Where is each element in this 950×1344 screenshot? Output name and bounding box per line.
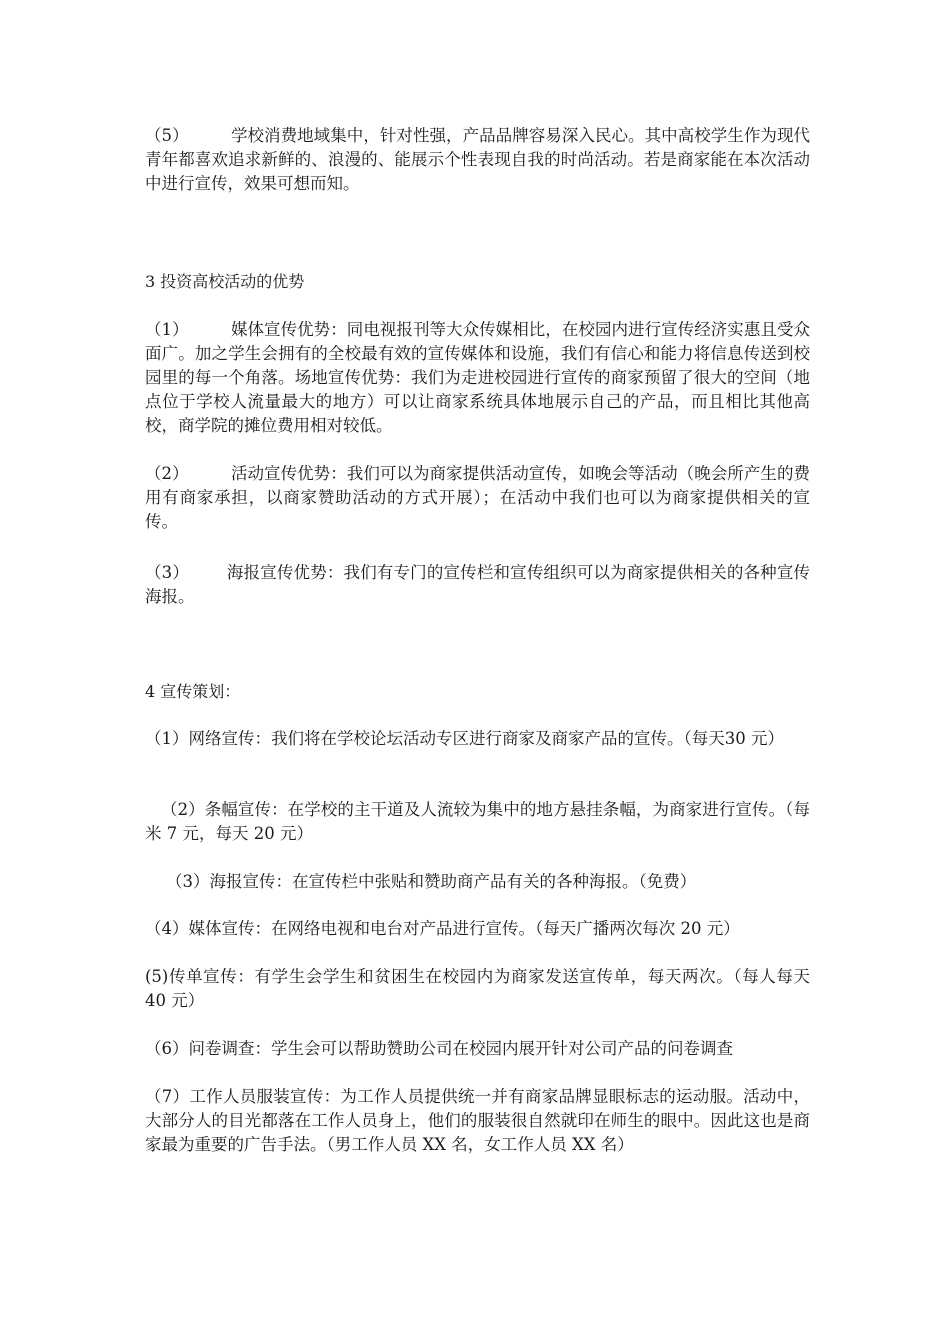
advantage-item-2: （2） 活动宣传优势：我们可以为商家提供活动宣传，如晚会等活动（晚会所产生的费用有商家承担，以商家赞助活动的方式开展）；在活动中我们也可以为商家提供相关的宣传。	[145, 464, 810, 531]
advantage-item-3: （3） 海报宣传优势：我们有专门的宣传栏和宣传组织可以为商家提供相关的各种宣传海报。	[145, 563, 810, 606]
plan-item-6: （6）问卷调查：学生会可以帮助赞助公司在校园内展开针对公司产品的问卷调查	[145, 1039, 733, 1058]
paragraph-item-5: （5） 学校消费地域集中，针对性强，产品品牌容易深入民心。其中高校学生作为现代青年都喜欢追求新鲜的、浪漫的、能展示个性表现自我的时尚活动。若是商家能在本次活动中进行宣传，效果可想而知。	[145, 126, 810, 193]
plan-item-5: (5)传单宣传：有学生会学生和贫困生在校园内为商家发送宣传单，每天两次。（每人每天 40 元）	[145, 967, 816, 1010]
section-heading-3: 3 投资高校活动的优势	[145, 272, 305, 291]
advantage-item-1: （1） 媒体宣传优势：同电视报刊等大众传媒相比，在校园内进行宣传经济实惠且受众面广。加之学生会拥有的全校最有效的宣传媒体和设施，我们有信心和能力将信息传送到校园里的每一个角落。场地宣传优势：我们为走进校园进行宣传的商家预留了很大的空间（地点位于学校人流量最大的地方）可以让商家系统具体地展示自己的产品，而且相比其他高校，商学院的摊位费用相对较低。	[145, 320, 810, 435]
section-heading-4: 4 宣传策划：	[145, 682, 241, 701]
plan-item-3: （3）海报宣传：在宣传栏中张贴和赞助商产品有关的各种海报。（免费）	[145, 872, 697, 891]
plan-item-1: （1）网络宣传：我们将在学校论坛活动专区进行商家及商家产品的宣传。（每天30 元）	[145, 729, 784, 748]
plan-item-7: （7）工作人员服装宣传：为工作人员提供统一并有商家品牌显眼标志的运动服。活动中，大部分人的目光都落在工作人员身上，他们的服装很自然就印在师生的眼中。因此这也是商家最为重要的广告手法。（男工作人员 XX 名，女工作人员 XX 名）	[145, 1087, 810, 1154]
plan-item-4: （4）媒体宣传：在网络电视和电台对产品进行宣传。（每天广播两次每次 20 元）	[145, 919, 740, 938]
plan-item-2: （2）条幅宣传：在学校的主干道及人流较为集中的地方悬挂条幅，为商家进行宣传。（每米 7 元，每天 20 元）	[145, 800, 810, 843]
